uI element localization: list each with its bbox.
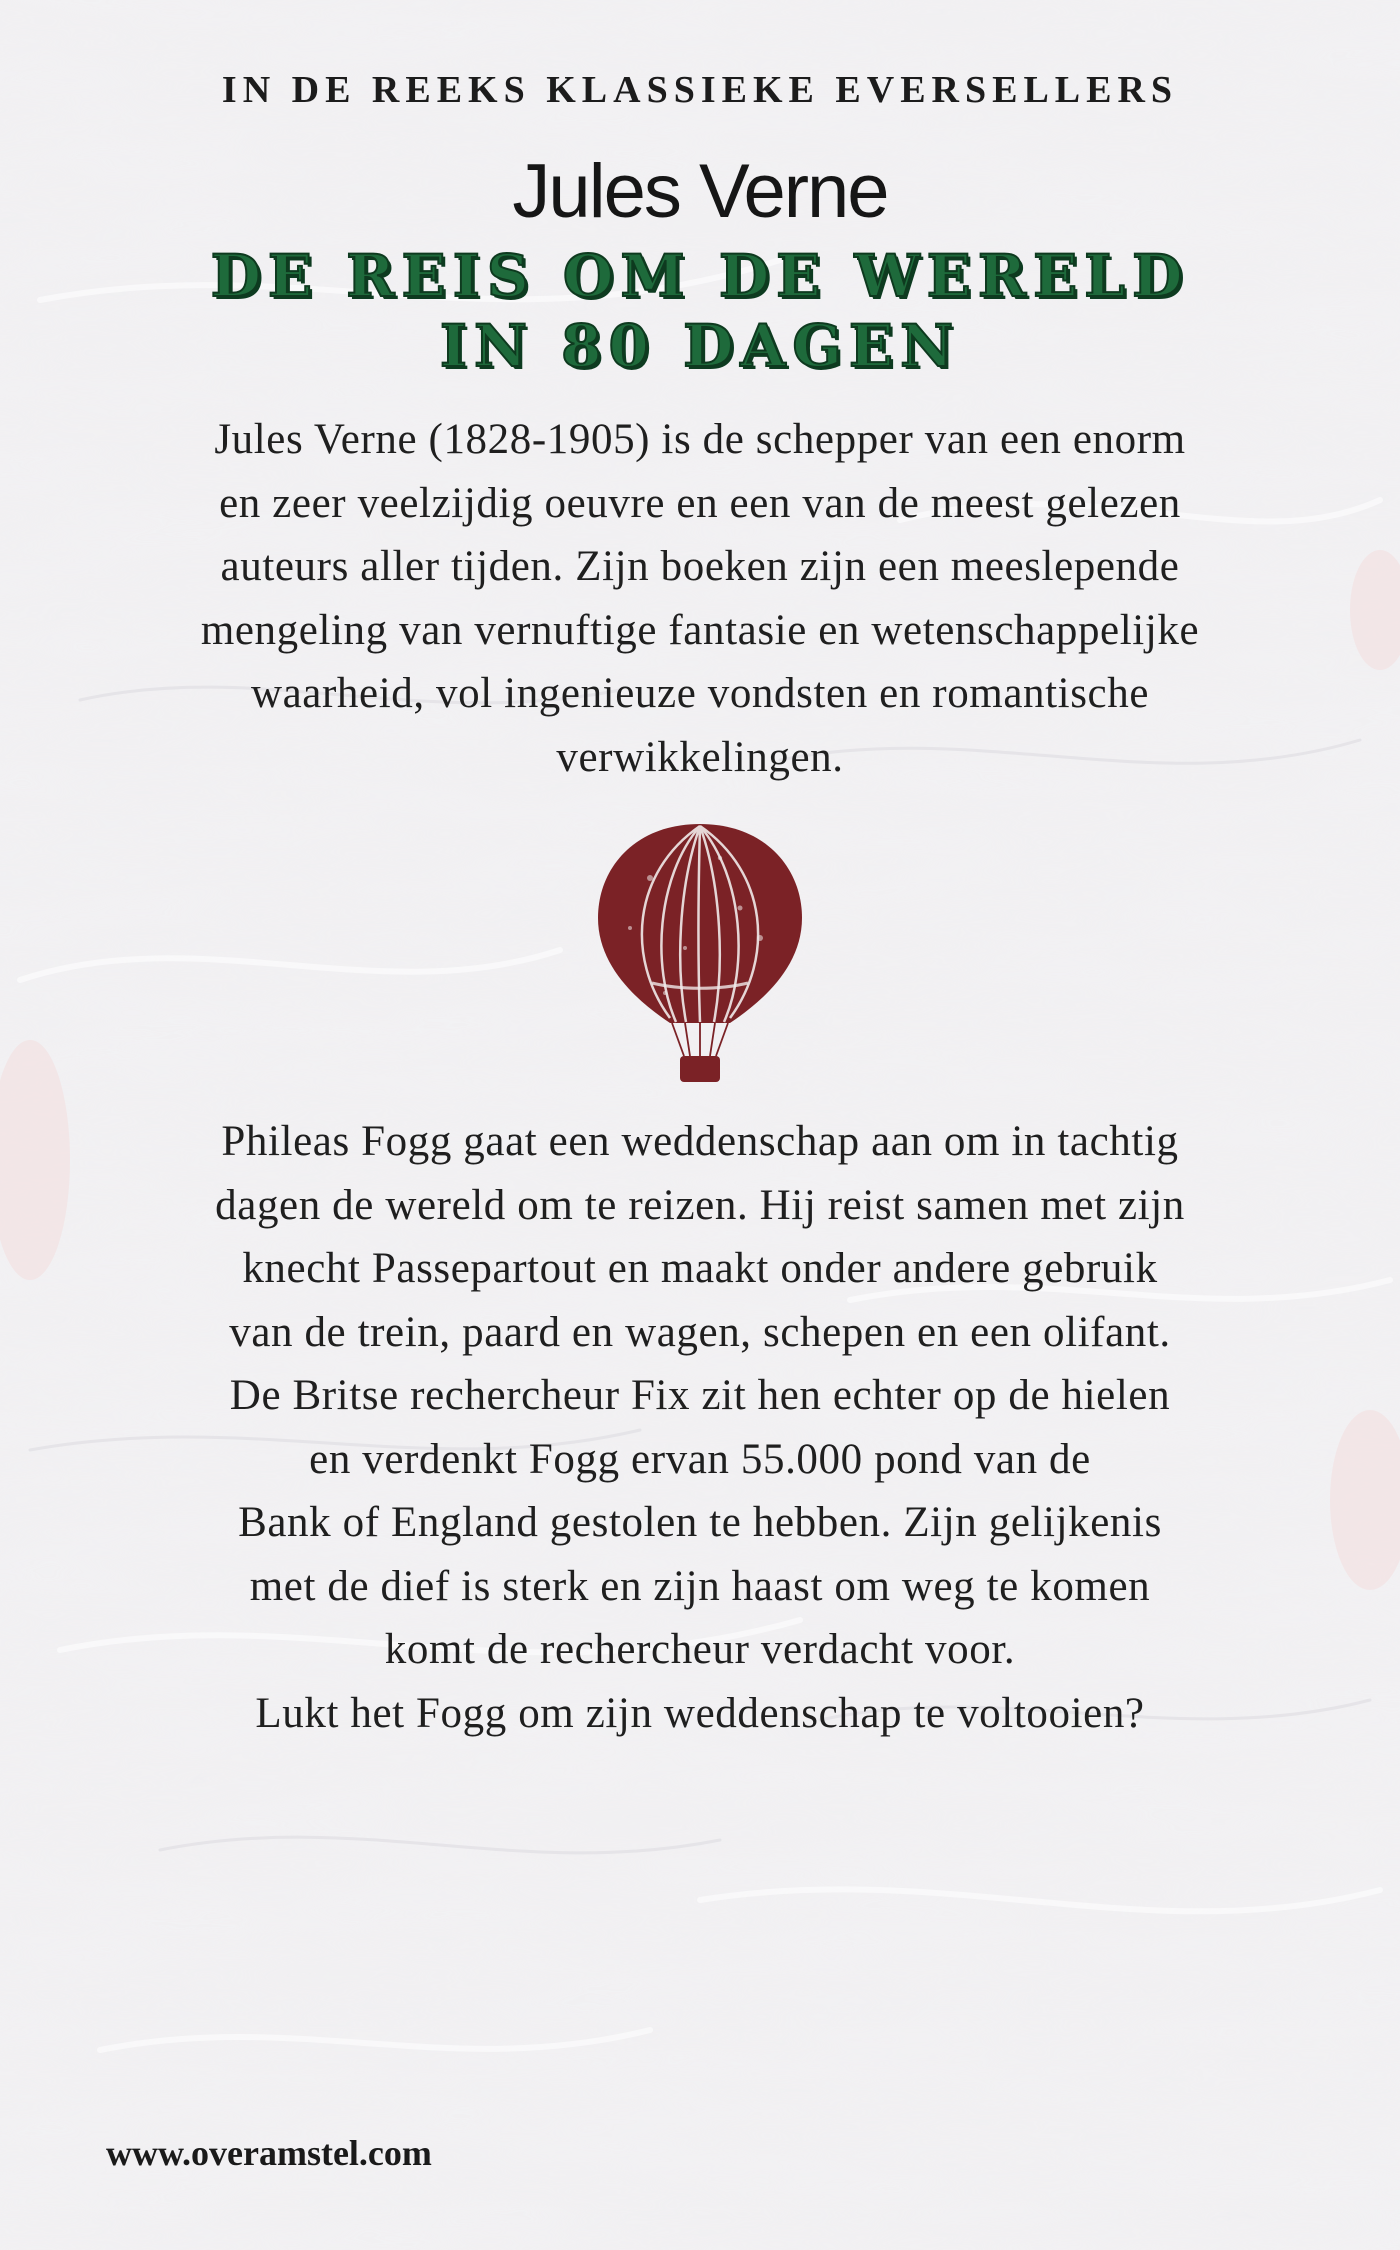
synopsis-line: en verdenkt Fogg ervan 55.000 pond van de	[309, 1435, 1091, 1483]
author-description-line: en zeer veelzijdig oeuvre en een van de meest gelezen	[219, 479, 1181, 527]
synopsis-line: knecht Passepartout en maakt onder andere gebruik	[242, 1245, 1158, 1292]
synopsis-line: Phileas Fogg gaat een weddenschap aan om in tachtig	[221, 1118, 1179, 1165]
series-heading: IN DE REEKS KLASSIEKE EVERSELLERS	[221, 69, 1179, 111]
synopsis-line: dagen de wereld om te reizen. Hij reist samen met zijn	[215, 1181, 1185, 1229]
synopsis-line: komt de rechercheur verdacht voor.	[384, 1626, 1016, 1673]
author-name: Jules Verne	[512, 149, 888, 234]
synopsis-line: Lukt het Fogg om zijn weddenschap te voltooien?	[255, 1689, 1145, 1737]
author-description-line: verwikkelingen.	[556, 733, 844, 781]
publisher-website: www.overamstel.com	[106, 2133, 432, 2173]
hot-air-balloon-icon	[590, 818, 810, 1088]
synopsis-line: met de dief is sterk en zijn haast om weg te komen	[249, 1562, 1151, 1610]
author-description-line: mengeling van vernuftige fantasie en wetenschappelijke	[200, 606, 1200, 654]
author-description-line: auteurs aller tijden. Zijn boeken zijn een meeslepende	[220, 543, 1180, 590]
author-description-line: Jules Verne (1828-1905) is de schepper van een enorm	[214, 416, 1186, 463]
synopsis-line: van de trein, paard en wagen, schepen en een olifant.	[229, 1308, 1171, 1356]
author-description	[100, 408, 1300, 789]
book-synopsis	[100, 1110, 1300, 1745]
synopsis-line: De Britse rechercheur Fix zit hen echter op de hielen	[229, 1372, 1171, 1419]
author-description-line: waarheid, vol ingenieuze vondsten en romantische	[250, 670, 1150, 717]
synopsis-line: Bank of England gestolen te hebben. Zijn gelijkenis	[238, 1499, 1162, 1546]
book-title-line-2: IN 80 DAGEN	[439, 312, 961, 380]
book-title-line-1: DE REIS OM DE WERELD	[210, 242, 1190, 310]
